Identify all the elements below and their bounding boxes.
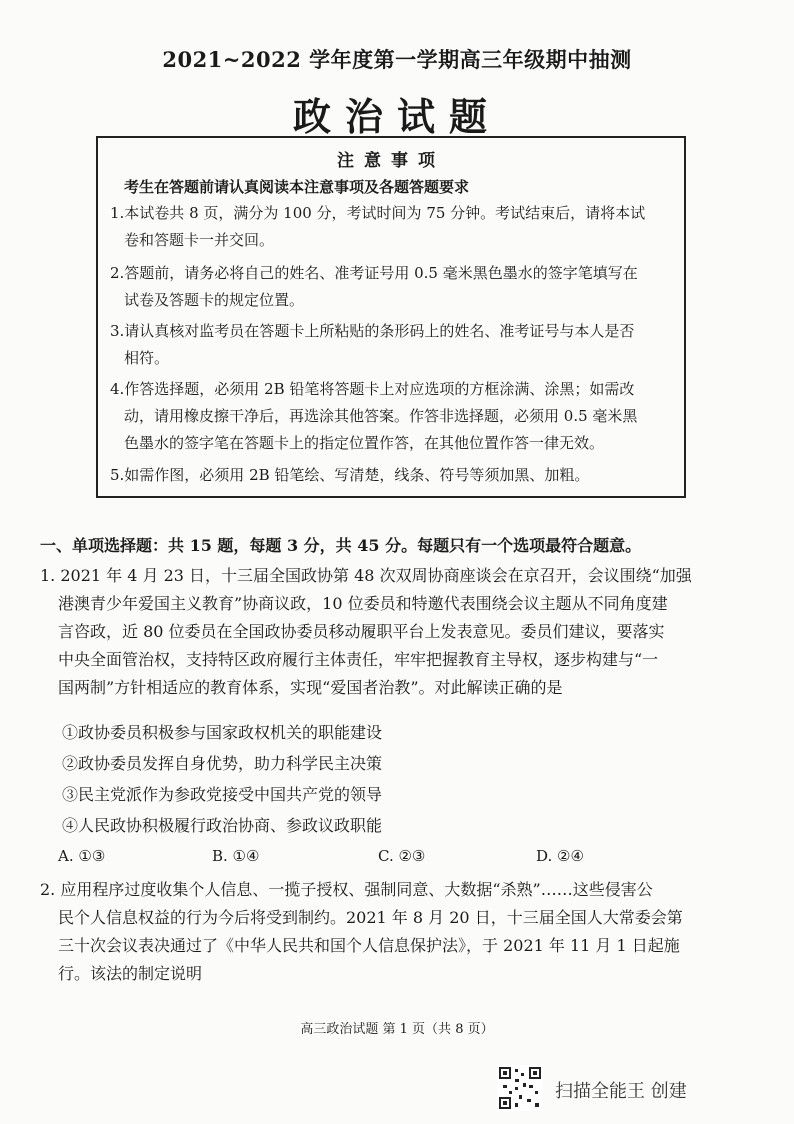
choice-a: A. ①③ <box>58 847 106 865</box>
notice-line: 1.本试卷共 8 页，满分为 100 分，考试时间为 75 分钟。考试结束后，请将本试 <box>110 204 646 222</box>
question-line: 三十次会议表决通过了《中华人民共和国个人信息保护法》，于 2021 年 11 月 1 日起施 <box>58 936 680 955</box>
notice-title: 注意事项 <box>337 151 445 171</box>
notice-item-4 <box>110 376 676 457</box>
notice-line: 2.答题前，请务必将自己的姓名、准考证号用 0.5 毫米黑色墨水的签字笔填写在 <box>110 264 638 282</box>
statement-4: ④人民政协积极履行政治协商、参政议政职能 <box>62 816 383 835</box>
statement-2: ②政协委员发挥自身优势，助力科学民主决策 <box>62 754 383 773</box>
question-line: 中央全面管治权，支持特区政府履行主体责任，牢牢把握教育主导权，逐步构建与“一 <box>58 650 659 669</box>
notice-item-5 <box>110 462 676 489</box>
scanner-label: 扫描全能王 创建 <box>555 1081 687 1102</box>
question-line: 言咨政，近 80 位委员在全国政协委员移动履职平台上发表意见。委员们建议，要落实 <box>58 622 665 641</box>
choice-c: C. ②③ <box>378 847 426 865</box>
scanner-watermark <box>497 1065 757 1115</box>
question-line: 港澳青少年爱国主义教育”协商议政，10 位委员和特邀代表围绕会议主题从不同角度建 <box>58 594 668 613</box>
notice-item-3 <box>110 318 676 372</box>
question-line: 2. 应用程序过度收集个人信息、一揽子授权、强制同意、大数据“杀熟”……这些侵害公 <box>40 880 653 899</box>
statement-1: ①政协委员积极参与国家政权机关的职能建设 <box>62 723 383 742</box>
exam-header: 2021~2022 学年度第一学期高三年级期中抽测 <box>162 47 632 72</box>
choice-d: D. ②④ <box>536 847 584 865</box>
question-line: 民个人信息权益的行为今后将受到制约。2021 年 8 月 20 日，十三届全国人大常委会第 <box>58 908 683 927</box>
notice-line: 色墨水的签字笔在答题卡上的指定位置作答，在其他位置作答一律无效。 <box>124 434 605 452</box>
question-1-stem <box>40 562 760 702</box>
notice-line: 5.如需作图，必须用 2B 铅笔绘、写清楚，线条、符号等须加黑、加粗。 <box>110 466 590 484</box>
notice-item-1 <box>110 200 676 254</box>
notice-line: 4.作答选择题，必须用 2B 铅笔将答题卡上对应选项的方框涂满、涂黑；如需改 <box>110 380 635 398</box>
section-title: 一、单项选择题：共 15 题，每题 3 分，共 45 分。每题只有一个选项最符合题意。 <box>40 536 642 555</box>
qr-code-icon <box>497 1065 543 1111</box>
question-2-stem <box>40 876 760 988</box>
question-line: 国两制”方针相适应的教育体系，实现“爱国者治教”。对此解读正确的是 <box>58 678 563 697</box>
question-line: 1. 2021 年 4 月 23 日，十三届全国政协第 48 次双周协商座谈会在京召开，会议围绕“加强 <box>40 566 692 585</box>
notice-box <box>96 136 686 498</box>
choice-b: B. ①④ <box>212 847 260 865</box>
question-line: 行。该法的制定说明 <box>58 964 203 983</box>
notice-line: 相符。 <box>124 349 170 367</box>
page-footer: 高三政治试题 第 1 页（共 8 页） <box>300 1022 494 1037</box>
notice-intro: 考生在答题前请认真阅读本注意事项及各题答题要求 <box>124 178 470 196</box>
notice-line: 3.请认真核对监考员在答题卡上所粘贴的条形码上的姓名、准考证号与本人是否 <box>110 322 635 340</box>
notice-line: 动，请用橡皮擦干净后，再选涂其他答案。作答非选择题，必须用 0.5 毫米黑 <box>124 407 638 425</box>
notice-line: 试卷及答题卡的规定位置。 <box>124 291 305 309</box>
notice-item-2 <box>110 260 676 314</box>
notice-line: 卷和答题卡一并交回。 <box>124 231 275 249</box>
exam-subject-title: 政治试题 <box>292 94 501 139</box>
statement-3: ③民主党派作为参政党接受中国共产党的领导 <box>62 785 383 804</box>
